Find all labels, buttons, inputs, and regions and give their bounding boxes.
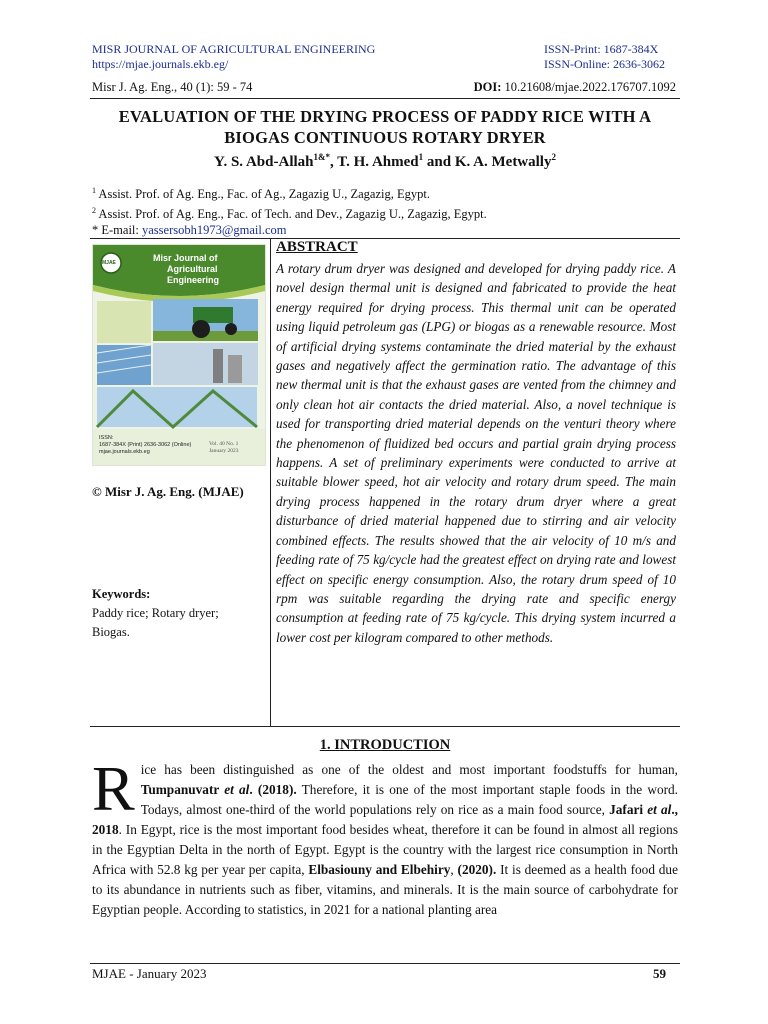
intro-text-4: It is deemed as a health food due to its abundance in nutrients such as fiber, vitamins, and minerals. It is the main source of carbohydrate for Egyptian people. According to statistics, in 2021 for a national planting area <box>92 862 678 917</box>
cover-url: mjae.journals.ekb.eg <box>99 449 150 455</box>
keywords-label: Keywords: <box>92 587 151 601</box>
doi[interactable] <box>474 80 676 95</box>
email-line <box>92 222 286 238</box>
citation: Misr J. Ag. Eng., 40 (1): 59 - 74 <box>92 80 253 94</box>
ref1-name: Tumpanuvatr <box>140 782 225 797</box>
footer-rule <box>90 963 680 964</box>
doi-value: 10.21608/mjae.2022.176707.1092 <box>501 80 676 94</box>
citation-elbasiouny: Elbasiouny and Elbehiry <box>308 862 451 877</box>
cover-title-line-3: Engineering <box>167 275 220 285</box>
abstract-text: A rotary drum dryer was designed and developed for drying paddy rice. A novel design thermal unit is designed and fabricated to provide the heat energy required for drying process. This thermal unit can be operated using liquid petroleum gas (LPG) or biogas as a renewable resource. Most of artificial drying systems contaminate the dried material by the exhaust gases and negatively affect the germination ratio. The advantage of this new thermal unit is that the exhaust gases are vented from the chimney and only clean hot air contacts the dried material. Also, a novel technique is used for transporting dried material depends on the venturi theory where the phenomenon of fluidized bed occurs and partial grain drying process happens. A set of preliminary experiments were conducted to arrive at suitable blower speed, hot air velocity and rotary drum speed. The main drying process happened in the rotary drum dryer where a great disturbance of dried material happened due to stirring and air velocity combined effects. The results showed that the air velocity of 10 m/s and feeding rate of 75 kg/cycle had the greatest effect on drying rate and lowest effect on specific energy consumption. Also, the rotary drum speed of 10 rpm was suitable regarding the drying rate and specific energy consumption at feeding rate of 75 kg/cycle. This drying system incurred a lower cost per kilogram compared to other methods. <box>276 261 676 645</box>
affil-2-text: Assist. Prof. of Ag. Eng., Fac. of Tech. and Dev., Zagazig U., Zagazig, Egypt. <box>96 207 487 222</box>
page-number: 59 <box>653 966 666 981</box>
citation-tumpanuvatr <box>141 782 297 797</box>
ref1-year: . (2018). <box>249 782 297 797</box>
cover-date: January 2023 <box>209 448 239 454</box>
affiliation-2 <box>92 203 487 222</box>
dropcap-letter: R <box>92 753 135 824</box>
cover-title-line-1: Misr Journal of <box>153 253 218 263</box>
abstract-top-rule <box>90 238 680 239</box>
cover-logo-icon: MJAE <box>102 260 116 266</box>
introduction-heading: 1. INTRODUCTION <box>319 737 451 753</box>
keywords-line-2: Biogas. <box>92 625 130 639</box>
abstract-divider <box>270 238 271 727</box>
journal-url[interactable]: https://mjae.journals.ekb.eg/ <box>92 57 229 71</box>
issn-print: ISSN-Print: 1687-384X <box>544 42 659 56</box>
affil-1-sup: 1 <box>92 186 96 195</box>
header-rule <box>90 98 680 99</box>
cover-title-line-2: Agricultural <box>167 264 218 274</box>
ref3-year: (2020). <box>457 862 497 877</box>
cover-title <box>153 253 219 286</box>
cover-issn <box>99 435 191 456</box>
affil-2-sup: 2 <box>92 206 96 215</box>
ref2-etal: et al <box>647 802 672 817</box>
author-1: Y. S. Abd-Allah <box>214 154 314 170</box>
title-line-2: BIOGAS CONTINUOUS ROTARY DRYER <box>224 128 546 147</box>
author-3: and K. A. Metwally <box>423 154 552 170</box>
footer-left: MJAE - January 2023 <box>92 966 207 981</box>
author-2-sup: 1 <box>418 152 424 162</box>
ref3-sep: , <box>450 862 458 877</box>
doi-label: DOI: <box>473 80 502 94</box>
intro-text-3: . In Egypt, rice is the most important food besides wheat, therefore it can be found in almost all regions in the Egyptian Delta in the north of Egypt. Egypt is the country with the largest rice consumption in North Africa with 52.8 kg per year per capita, <box>92 822 678 877</box>
journal-cover-image <box>92 244 266 466</box>
affil-1-text: Assist. Prof. of Ag. Eng., Fac. of Ag., Zagazig U., Zagazig, Egypt. <box>96 187 430 202</box>
author-1-sup: 1&* <box>313 152 330 162</box>
cover-volume <box>209 441 238 455</box>
journal-name: MISR JOURNAL OF AGRICULTURAL ENGINEERING <box>92 42 376 56</box>
email-link[interactable]: yassersobh1973@gmail.com <box>142 223 287 237</box>
abstract-bottom-rule <box>90 726 680 727</box>
authors <box>90 152 680 171</box>
keywords <box>92 585 219 642</box>
affiliation-1 <box>92 183 430 202</box>
intro-text-2: Therefore, it is one of the most important staple foods in the word. Todays, almost one-third of the world populations rely on rice as a main food source, <box>140 782 678 817</box>
author-2: , T. H. Ahmed <box>330 154 419 170</box>
ref2-year: ., 2018 <box>92 802 679 837</box>
issn-online: ISSN-Online: 2636-3062 <box>544 57 665 71</box>
paper-title <box>90 106 680 148</box>
cover-vol: Vol. 40 No. 1 <box>209 441 239 447</box>
email-label: * E-mail: <box>92 223 142 237</box>
keywords-line-1: Paddy rice; Rotary dryer; <box>92 606 219 620</box>
introduction-paragraph <box>92 753 679 920</box>
author-3-sup: 2 <box>551 152 556 162</box>
abstract-heading: ABSTRACT <box>276 239 358 255</box>
cover-issn-label: ISSN: <box>99 435 114 441</box>
copyright: © Misr J. Ag. Eng. (MJAE) <box>92 484 244 499</box>
title-line-1: EVALUATION OF THE DRYING PROCESS OF PADDY RICE WITH A <box>118 107 652 126</box>
ref1-etal: et al <box>224 782 250 797</box>
ref2-name: Jafari <box>609 802 648 817</box>
intro-text-1: ice has been distinguished as one of the oldest and most important foodstuffs for human, <box>140 762 678 777</box>
cover-issn-line: 1687-384X (Print) 2636-3062 (Online) <box>99 442 192 448</box>
